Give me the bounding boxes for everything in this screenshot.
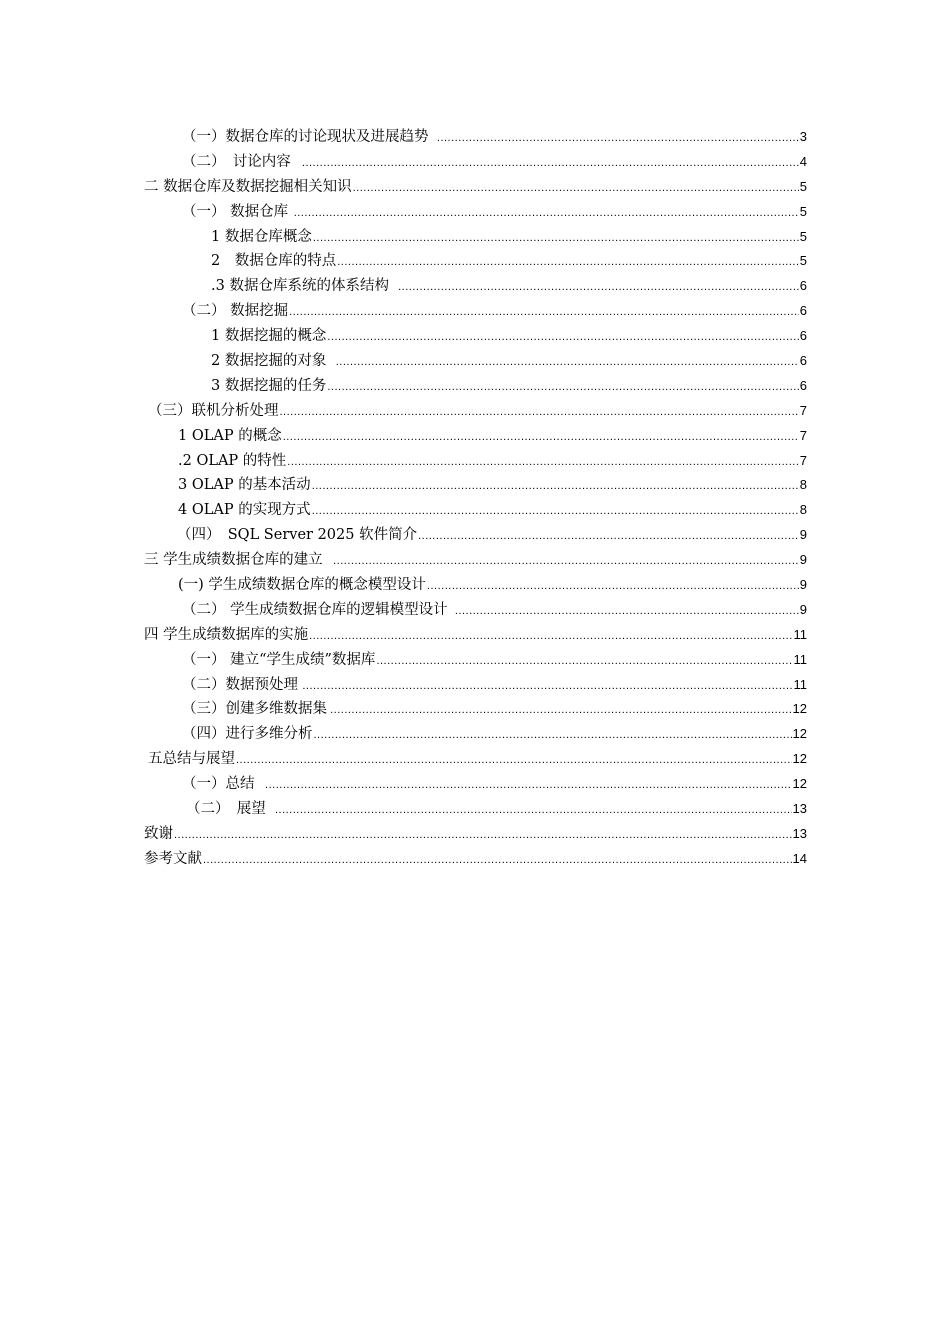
dot-leader (314, 723, 792, 748)
toc-page-number: 7 (799, 402, 807, 418)
toc-entry[interactable] (144, 299, 807, 324)
toc-entry[interactable] (144, 747, 807, 772)
toc-entry-label: 4 OLAP 的实现方式 (178, 502, 311, 519)
dot-leader (427, 574, 799, 599)
toc-entry-label: （一）数据仓库的讨论现状及进展趋势 (182, 129, 429, 145)
toc-entry[interactable] (144, 523, 807, 548)
toc-entry-label: （一）总结 (182, 776, 255, 793)
toc-entry-label: 参考文献 (144, 850, 202, 867)
toc-page-number: 7 (799, 427, 807, 443)
toc-page-number: 3 (799, 129, 807, 144)
dot-leader (280, 400, 799, 425)
toc-entry-label: 2 数据仓库的特点 (211, 253, 337, 270)
dot-leader (283, 425, 799, 450)
toc-entry-label: 3 OLAP 的基本活动 (178, 477, 311, 494)
toc-entry-label: (一) 学生成绩数据仓库的概念模型设计 (178, 577, 426, 594)
toc-entry-label: （三）联机分析处理 (148, 402, 279, 419)
toc-entry-label: .3 数据仓库系统的体系结构 (211, 278, 389, 295)
toc-page-number: 9 (799, 552, 807, 568)
dot-leader (302, 674, 792, 699)
toc-page-number: 4 (799, 153, 807, 169)
toc-entry[interactable] (144, 324, 807, 349)
toc-entry[interactable] (144, 797, 807, 822)
dot-leader (330, 698, 791, 723)
toc-page-number: 12 (792, 726, 807, 742)
table-of-contents (144, 125, 807, 872)
dot-leader (312, 499, 799, 524)
toc-entry-label: 四 学生成绩数据库的实施 (144, 626, 309, 643)
dot-leader (327, 325, 798, 350)
toc-entry[interactable] (144, 573, 807, 598)
toc-page-number: 13 (792, 801, 807, 817)
toc-entry[interactable] (144, 648, 807, 673)
toc-entry[interactable] (144, 697, 807, 722)
toc-entry[interactable] (144, 722, 807, 747)
toc-entry[interactable] (144, 150, 807, 175)
toc-page-number: 6 (799, 328, 807, 344)
dot-leader (418, 524, 799, 549)
toc-page-number: 11 (793, 651, 807, 667)
dot-leader (174, 823, 792, 848)
dot-leader (313, 226, 799, 251)
toc-entry-label: （一） 建立“学生成绩”数据库 (182, 651, 376, 668)
toc-entry-label: （四）进行多维分析 (182, 726, 313, 743)
toc-page-number: 12 (792, 776, 807, 792)
toc-entry-label: （一） 数据仓库 (182, 203, 289, 220)
dot-leader (287, 450, 798, 475)
toc-entry-label: （二） 展望 (186, 801, 266, 818)
dot-leader (309, 624, 792, 649)
dot-leader (376, 649, 792, 674)
toc-entry-label: 二 数据仓库及数据挖掘相关知识 (144, 178, 352, 195)
dot-leader (437, 126, 799, 151)
toc-page-number: 6 (799, 377, 807, 393)
toc-page-number: 6 (799, 278, 807, 294)
toc-entry[interactable] (144, 399, 807, 424)
toc-entry[interactable] (144, 125, 807, 150)
toc-entry-label: .2 OLAP 的特性 (178, 452, 287, 469)
toc-page-number: 5 (799, 178, 807, 194)
dot-leader (336, 350, 799, 375)
dot-leader (275, 798, 792, 823)
dot-leader (337, 250, 799, 275)
toc-page-number: 14 (792, 850, 807, 866)
toc-entry[interactable] (144, 822, 807, 847)
toc-entry[interactable] (144, 374, 807, 399)
toc-page-number: 12 (792, 751, 807, 767)
toc-entry-label: 3 数据挖掘的任务 (211, 377, 327, 394)
toc-entry[interactable] (144, 274, 807, 299)
toc-entry[interactable] (144, 623, 807, 648)
dot-leader (353, 176, 799, 201)
dot-leader (333, 549, 799, 574)
toc-page-number: 9 (799, 577, 807, 593)
toc-entry[interactable] (144, 772, 807, 797)
toc-entry-label: 三 学生成绩数据仓库的建立 (144, 552, 323, 569)
toc-entry-label: （三）创建多维数据集 (182, 701, 327, 718)
toc-page-number: 11 (793, 676, 807, 692)
toc-entry[interactable] (144, 249, 807, 274)
toc-entry[interactable] (144, 349, 807, 374)
toc-page-number: 11 (793, 626, 807, 642)
toc-page-number: 8 (799, 502, 807, 518)
toc-entry[interactable] (144, 498, 807, 523)
toc-entry-label: 2 数据挖掘的对象 (211, 353, 327, 370)
toc-entry[interactable] (144, 449, 807, 474)
toc-entry-label: 1 OLAP 的概念 (178, 427, 282, 444)
toc-entry[interactable] (144, 200, 807, 225)
dot-leader (236, 748, 792, 773)
dot-leader (312, 474, 799, 499)
toc-page-number: 5 (799, 203, 807, 219)
toc-entry[interactable] (144, 175, 807, 200)
dot-leader (398, 275, 799, 300)
toc-entry-label: （二）数据预处理 (182, 676, 298, 693)
toc-entry[interactable] (144, 847, 807, 872)
toc-entry[interactable] (144, 598, 807, 623)
dot-leader (455, 599, 799, 624)
toc-entry[interactable] (144, 424, 807, 449)
toc-page-number: 9 (799, 601, 807, 617)
toc-page-number: 5 (799, 253, 807, 269)
toc-entry-label: 1 数据挖掘的概念 (211, 328, 327, 345)
toc-entry-label: 五总结与展望 (148, 751, 235, 768)
dot-leader (302, 151, 799, 176)
toc-page-number: 6 (799, 353, 807, 369)
toc-page-number: 8 (799, 477, 807, 493)
toc-entry-label: 致谢 (144, 825, 173, 842)
dot-leader (203, 848, 792, 873)
toc-entry-label: 1 数据仓库概念 (211, 228, 312, 245)
dot-leader (265, 773, 791, 798)
toc-page-number: 6 (799, 303, 807, 319)
toc-page-number: 12 (792, 701, 807, 717)
toc-page-number: 9 (799, 527, 807, 543)
dot-leader (289, 300, 799, 325)
toc-entry[interactable] (144, 225, 807, 250)
toc-page-number: 7 (799, 452, 807, 468)
toc-entry[interactable] (144, 673, 807, 698)
toc-page-number: 5 (799, 228, 807, 244)
toc-entry[interactable] (144, 473, 807, 498)
toc-page-number: 13 (792, 825, 807, 841)
toc-entry-label: （二） 学生成绩数据仓库的逻辑模型设计 (182, 601, 448, 618)
dot-leader (294, 201, 799, 226)
dot-leader (327, 375, 798, 400)
toc-entry-label: （二） 数据挖掘 (182, 303, 289, 320)
toc-entry-label: （二） 讨论内容 (182, 153, 291, 170)
toc-entry[interactable] (144, 548, 807, 573)
toc-entry-label: （四） SQL Server 2025 软件简介 (177, 527, 418, 544)
